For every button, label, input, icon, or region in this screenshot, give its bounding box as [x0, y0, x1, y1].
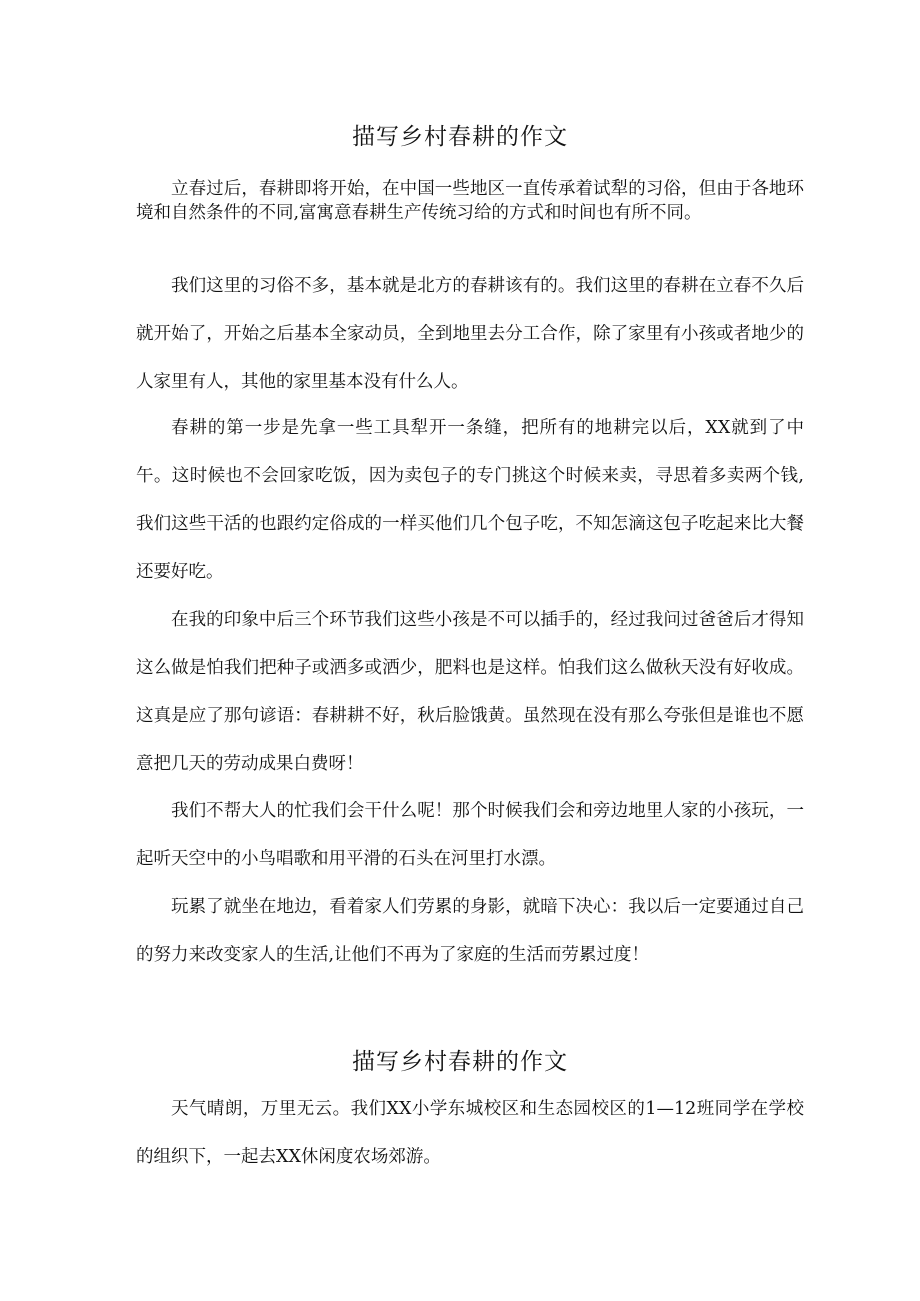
essay-1-paragraph-3: 春耕的第一步是先拿一些工具犁开一条缝，把所有的地耕完以后，XX就到了中午。这时候也不会回家吃饭，因为卖包子的专门挑这个时候来卖，寻思着多卖两个钱,我们这些干活的也跟约定俗成的一样买他们几个包子吃，不知怎滴这包子吃起来比大餐还要好吃。: [136, 418, 804, 582]
essay-2-paragraph-1: 天气晴朗，万里无云。我们XX小学东城校区和生态园校区的1—12班同学在学校的组织下，一起去XX休闲度农场郊游。: [136, 1099, 804, 1167]
essay-1-paragraph-2: 我们这里的习俗不多，基本就是北方的春耕该有的。我们这里的春耕在立春不久后就开始了，开始之后基本全家动员，全到地里去分工合作，除了家里有小孩或者地少的人家里有人，其他的家里基本没有什么人。: [136, 276, 804, 392]
essay-1-paragraph-6: 玩累了就坐在地边，看着家人们劳累的身影，就暗下决心：我以后一定要通过自己的努力来改变家人的生活,让他们不再为了家庭的生活而劳累过度！: [136, 897, 804, 965]
essay-title-1: 描写乡村春耕的作文: [352, 124, 568, 150]
essay-1-paragraph-1: 立春过后，春耕即将开始，在中国一些地区一直传承着试犁的习俗，但由于各地环境和自然条件的不同,富寓意春耕生产传统习给的方式和时间也有所不同。: [136, 179, 804, 223]
essay-1-paragraph-4: 在我的印象中后三个环节我们这些小孩是不可以插手的，经过我问过爸爸后才得知这么做是怕我们把种子或洒多或洒少，肥料也是这样。怕我们这么做秋天没有好收成。这真是应了那句谚语：春耕耕不好，秋后脸饿黄。虽然现在没有那么夸张但是谁也不愿意把几天的劳动成果白费呀！: [136, 610, 804, 774]
essay-1-paragraph-5: 我们不帮大人的忙我们会干什么呢！那个时候我们会和旁边地里人家的小孩玩，一起听天空中的小鸟唱歌和用平滑的石头在河里打水漂。: [136, 801, 804, 869]
essay-title-2: 描写乡村春耕的作文: [352, 1049, 568, 1075]
